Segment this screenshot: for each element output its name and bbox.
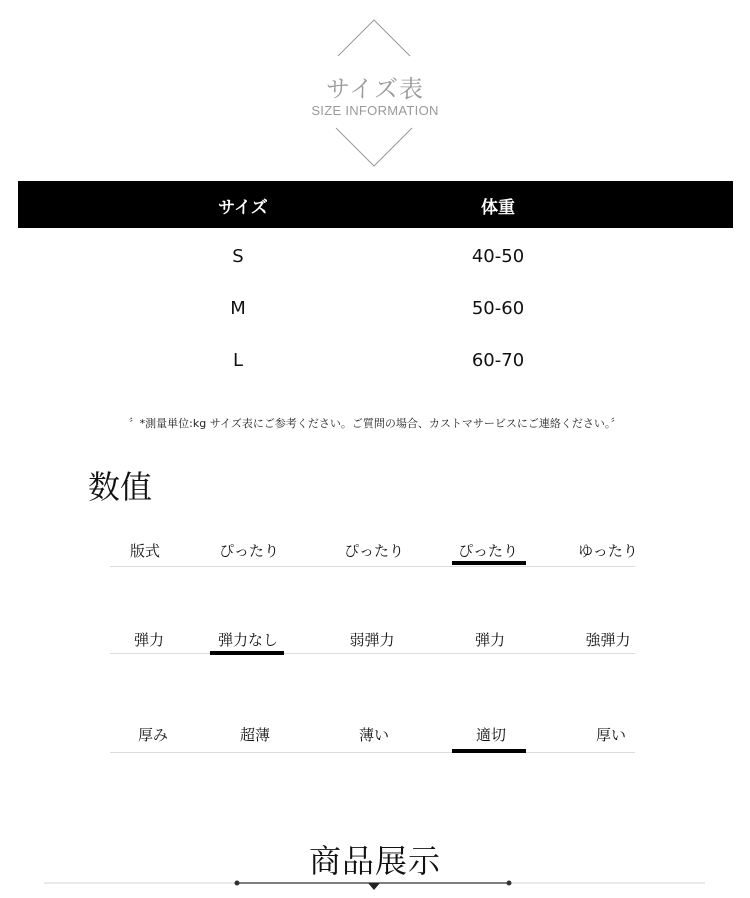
spec-row-label: 版式: [129, 542, 160, 560]
product-showcase-title: 商品展示: [308, 842, 441, 880]
table-cell-size: L: [232, 350, 244, 371]
table-cell-weight: 40-50: [471, 246, 525, 267]
selection-indicator: [452, 749, 526, 753]
specs-section-title: 数值: [88, 468, 153, 506]
table-cell-weight: 60-70: [471, 350, 525, 371]
selection-indicator: [452, 561, 526, 565]
footer-divider-ornament: [0, 870, 750, 898]
row-divider: [110, 653, 635, 654]
spec-row-label: 弾力: [133, 631, 164, 649]
spec-option: 強弾力: [585, 631, 631, 649]
spec-option-selected: ぴったり: [457, 542, 518, 560]
table-cell-weight: 50-60: [471, 298, 525, 319]
spec-option-selected: 弾力なし: [217, 631, 278, 649]
spec-row-label: 厚み: [137, 726, 168, 744]
measurement-note: 〞*測量単位:kg サイズ表にご参考ください。ご質問の場合、カストマサービスにご連絡ください。〞: [128, 417, 622, 430]
size-chart-title: サイズ表: [325, 75, 425, 103]
spec-option: ぴったり: [343, 542, 404, 560]
spec-option: 弾力: [474, 631, 505, 649]
column-header-size: サイズ: [218, 198, 268, 218]
row-divider: [110, 752, 635, 753]
spec-option: ゆったり: [578, 542, 638, 560]
table-cell-size: S: [232, 246, 244, 267]
selection-indicator: [210, 651, 284, 655]
spec-option: ぴったり: [218, 542, 279, 560]
size-table-header: [18, 181, 733, 228]
table-cell-size: M: [230, 298, 246, 319]
spec-option: 厚い: [595, 726, 626, 744]
spec-option: 薄い: [358, 726, 389, 744]
spec-option-selected: 適切: [475, 726, 506, 744]
column-header-weight: 体重: [481, 198, 515, 218]
row-divider: [110, 566, 635, 567]
spec-option: 超薄: [239, 726, 270, 744]
spec-option: 弱弾力: [349, 631, 395, 649]
size-chart-subtitle: SIZE INFORMATION: [311, 103, 439, 118]
